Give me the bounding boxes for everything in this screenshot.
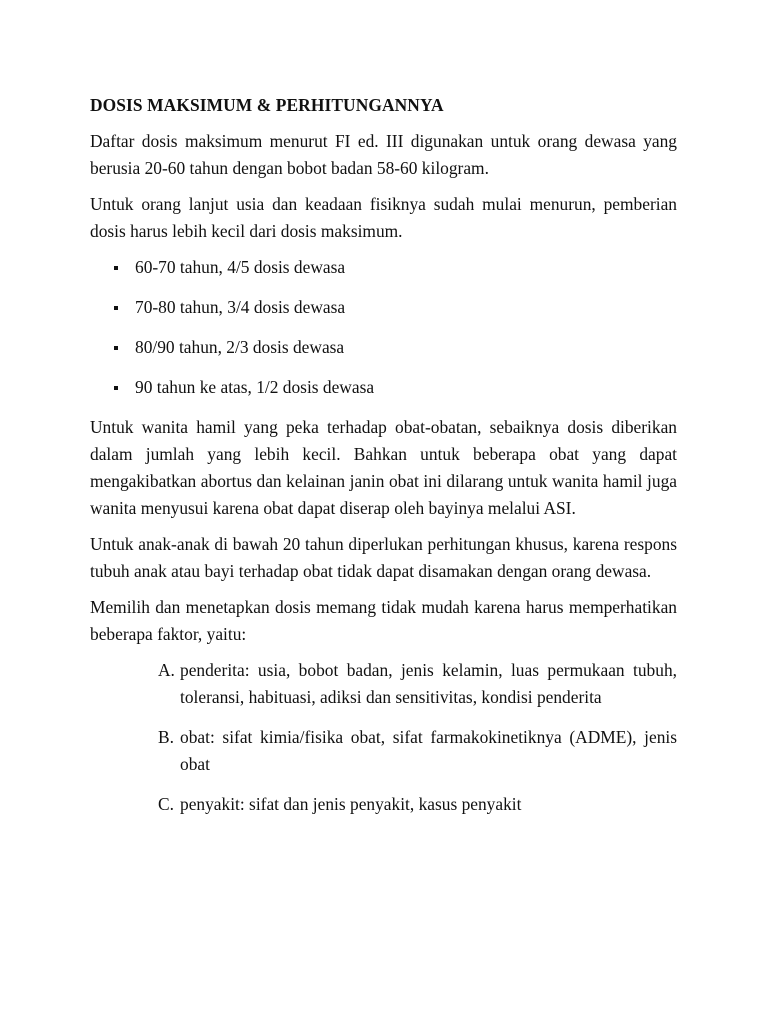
document-page bbox=[90, 92, 677, 831]
list-item bbox=[90, 791, 677, 818]
factor-list bbox=[90, 657, 677, 818]
age-dose-list bbox=[90, 254, 677, 401]
list-item-text: obat: sifat kimia/fisika obat, sifat farmakokinetiknya (ADME), jenis obat bbox=[180, 727, 677, 774]
intro-paragraph-2: Untuk orang lanjut usia dan keadaan fisiknya sudah mulai menurun, pemberian dosis harus lebih kecil dari dosis maksimum. bbox=[90, 194, 677, 241]
body-paragraph-factors-intro: Memilih dan menetapkan dosis memang tidak mudah karena harus memperhatikan beberapa faktor, yaitu: bbox=[90, 597, 677, 644]
list-item-text: 60-70 tahun, 4/5 dosis dewasa bbox=[135, 257, 346, 277]
document-title: DOSIS MAKSIMUM & PERHITUNGANNYA bbox=[90, 95, 444, 115]
list-item bbox=[90, 294, 677, 321]
square-bullet-icon bbox=[114, 306, 118, 310]
list-item bbox=[90, 374, 677, 401]
list-item bbox=[90, 724, 677, 778]
body-paragraph-children: Untuk anak-anak di bawah 20 tahun diperlukan perhitungan khusus, karena respons tubuh anak atau bayi terhadap obat tidak dapat disamakan dengan orang dewasa. bbox=[90, 534, 677, 581]
square-bullet-icon bbox=[114, 266, 118, 270]
list-marker: A. bbox=[158, 660, 175, 680]
square-bullet-icon bbox=[114, 386, 118, 390]
list-item bbox=[90, 334, 677, 361]
list-item bbox=[90, 657, 677, 711]
list-marker: B. bbox=[158, 727, 174, 747]
list-item-text: penyakit: sifat dan jenis penyakit, kasus penyakit bbox=[180, 794, 522, 814]
square-bullet-icon bbox=[114, 346, 118, 350]
list-marker: C. bbox=[158, 794, 174, 814]
list-item-text: 70-80 tahun, 3/4 dosis dewasa bbox=[135, 297, 346, 317]
list-item bbox=[90, 254, 677, 281]
intro-paragraph-1: Daftar dosis maksimum menurut FI ed. III digunakan untuk orang dewasa yang berusia 20-60 tahun dengan bobot badan 58-60 kilogram. bbox=[90, 131, 677, 178]
list-item-text: 80/90 tahun, 2/3 dosis dewasa bbox=[135, 337, 345, 357]
list-item-text: 90 tahun ke atas, 1/2 dosis dewasa bbox=[135, 377, 375, 397]
body-paragraph-pregnant: Untuk wanita hamil yang peka terhadap obat-obatan, sebaiknya dosis diberikan dalam jumlah yang lebih kecil. Bahkan untuk beberapa obat yang dapat mengakibatkan abortus dan kelainan janin obat ini dilarang untuk wanita hamil juga wanita menyusui karena obat dapat diserap oleh bayinya melalui ASI. bbox=[90, 417, 677, 518]
list-item-text: penderita: usia, bobot badan, jenis kelamin, luas permukaan tubuh, toleransi, habituasi, adiksi dan sensitivitas, kondisi penderita bbox=[180, 660, 677, 707]
